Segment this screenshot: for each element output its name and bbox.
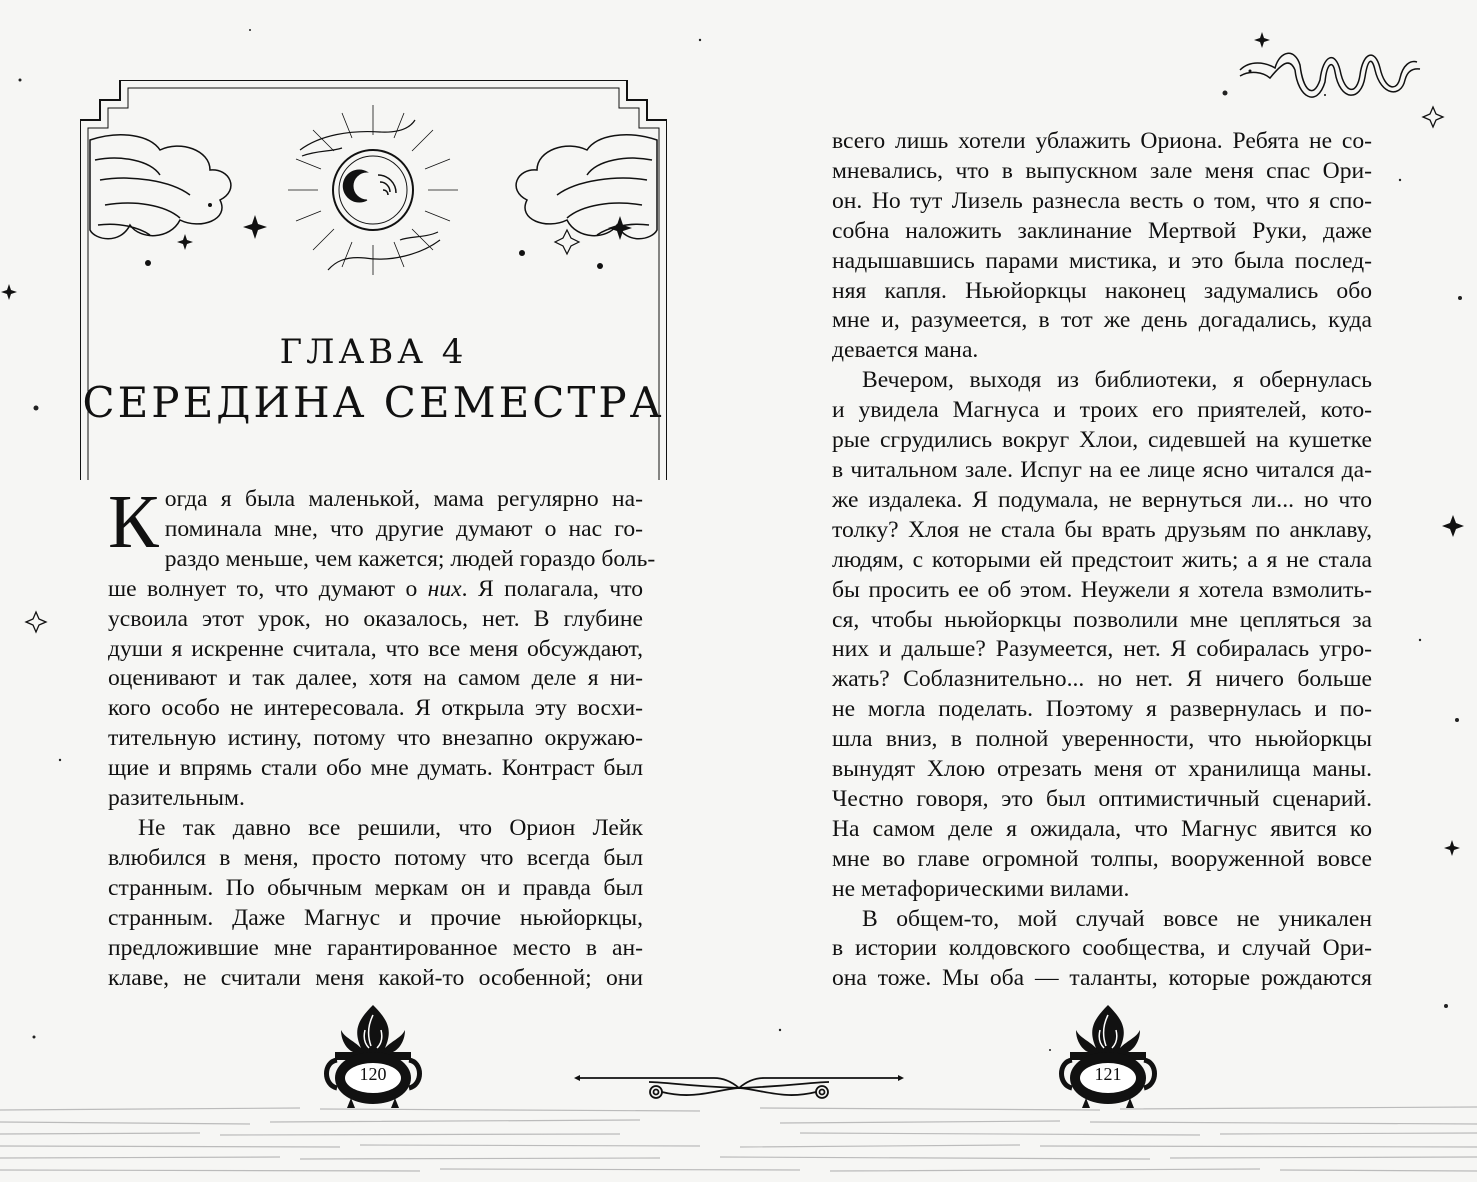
text-line: Честно говоря, это был оптимистичный сценарий. — [832, 785, 1372, 812]
text-line: людям, с которыми ей предстоит жить; а я не стала — [832, 546, 1372, 573]
text-line: вынудят Хлою отрезать меня от хранилища маны. — [832, 756, 1372, 783]
text-line: девается мана. — [832, 337, 979, 364]
page-number: 120 — [359, 1064, 387, 1084]
text-line: мневались, что в выпускном зале меня спас Ори- — [832, 157, 1372, 184]
text-line: не метафорическими вилами. — [832, 875, 1130, 902]
text-line: странным. По обычным меркам он и правда был — [108, 874, 643, 901]
text-line: На самом деле я ожидала, что Магнус явится ко — [832, 815, 1372, 842]
text-line: души я искренне считала, что все меня обсуждают, — [108, 635, 643, 662]
text-line: шла вниз, в полной уверенности, что ньюйоркцы — [832, 726, 1372, 753]
text-line: них и дальше? Разумеется, нет. Я собиралась угро- — [832, 636, 1372, 663]
text-line: она тоже. Мы оба — таланты, которые рождаются — [832, 965, 1372, 992]
text-line: В общем-то, мой случай вовсе не уникален — [862, 905, 1372, 932]
text-line: щие и впрямь стали обо мне думать. Контраст был — [108, 755, 643, 782]
text-line: толку? Хлоя не стала бы врать друзьям по анклаву, — [832, 516, 1372, 543]
text-line: жать? Соблазнительно... но нет. Я ничего больше — [832, 666, 1372, 693]
text-line: ше волнует то, что думают о них. Я полагала, что — [108, 575, 643, 602]
text-line: поминала мне, что другие думают о нас го- — [164, 515, 643, 542]
text-line: тительную истину, потому что внезапно окружаю- — [108, 725, 643, 752]
text-line: огда я была маленькой, мама регулярно на- — [164, 486, 643, 512]
text-line: не могла поделать. Поэтому я развернулась и по- — [832, 696, 1372, 723]
text-line: мне и, разумеется, в тот же день догадались, куда — [832, 307, 1372, 334]
text-line: разительным. — [108, 785, 245, 812]
text-line: клаве, не считали меня какой-то особенной; они — [108, 964, 643, 991]
text-line: он. Но тут Лизель разнесла весть о том, что я спо- — [832, 187, 1372, 214]
text-line: кого особо не интересовала. Я открыла эту восхи- — [108, 695, 643, 722]
text-line: в истории колдовского сообщества, и случай Ори- — [832, 935, 1372, 962]
text-line: мне во главе огромной толпы, вооруженной вовсе — [832, 845, 1372, 872]
text-line: всего лишь хотели ублажить Ориона. Ребята не со- — [832, 128, 1372, 154]
text-line: и увидела Магнуса и троих его приятелей, кото- — [832, 397, 1372, 424]
text-line: надышавшись парами мистика, и это была послед- — [832, 247, 1372, 274]
text-line: Вечером, выходя из библиотеки, я обернулась — [862, 367, 1372, 394]
text-line: собна наложить заклинание Мертвой Руки, даже — [832, 217, 1372, 244]
dropcap: К — [108, 480, 159, 564]
text-line: в читальном зале. Испуг на ее лице ясно читался да- — [832, 456, 1372, 483]
text-line: рые сгрудились вокруг Хлои, сидевшей на кушетке — [832, 427, 1372, 454]
text-line: ся, чтобы ньюйоркцы позволили мне цепляться за — [832, 606, 1372, 633]
text-line: странным. Даже Магнус и прочие ньюйоркцы, — [108, 904, 643, 931]
text-line: же издалека. Я подумала, не вернуться ли... но что — [832, 486, 1372, 513]
text-line: бы просить ее об этом. Неужели я хотела взмолить- — [832, 576, 1372, 603]
text-line: усвоила этот урок, но оказалось, нет. В глубине — [108, 605, 643, 632]
chapter-title: СЕРЕДИНА СЕМЕСТРА — [82, 378, 665, 427]
text-line: няя капля. Ньюйоркцы наконец задумались обо — [832, 277, 1372, 304]
text-line: Не так давно все решили, что Орион Лейк — [138, 814, 643, 841]
text-line: влюбился в меня, просто потому что всегда был — [108, 844, 643, 871]
text-line: предложившие мне гарантированное место в ан- — [108, 934, 643, 961]
chapter-number: ГЛАВА 4 — [279, 332, 468, 372]
page-number: 121 — [1094, 1064, 1122, 1084]
text-line: раздо меньше, чем кажется; людей гораздо боль- — [164, 545, 656, 572]
text-line: оценивают и так далее, хотя на самом деле я ни- — [108, 665, 643, 692]
